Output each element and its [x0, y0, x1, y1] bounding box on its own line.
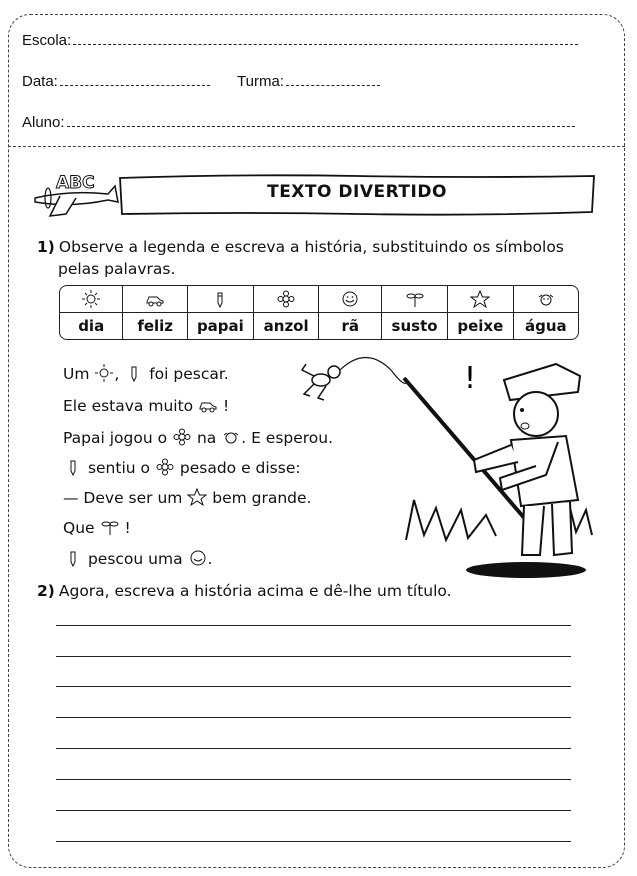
legend-word: rã	[319, 313, 382, 339]
writing-line[interactable]	[56, 686, 571, 687]
legend-sun-icon	[60, 286, 123, 313]
writing-line[interactable]	[56, 841, 571, 842]
airplane-icon	[30, 168, 120, 223]
sun-icon	[94, 364, 114, 382]
school-field	[22, 32, 578, 49]
student-field	[22, 114, 575, 131]
page-title: TEXTO DIVERTIDO	[267, 182, 447, 202]
smiley-icon	[188, 549, 208, 567]
story-line-6: Que !	[63, 519, 131, 537]
legend-word: peixe	[448, 313, 514, 339]
writing-line[interactable]	[56, 779, 571, 780]
legend-table	[59, 285, 579, 340]
pencil-icon	[63, 549, 83, 567]
story-line-3: Papai jogou o na . E esperou.	[63, 429, 334, 447]
legend-face-icon	[514, 286, 578, 313]
class-input[interactable]	[286, 85, 380, 86]
legend-flower-icon	[254, 286, 320, 313]
date-input[interactable]	[60, 85, 210, 86]
story-line-2: Ele estava muito !	[63, 397, 230, 415]
legend-word: água	[525, 317, 567, 335]
question-1-line2: pelas palavras.	[58, 260, 176, 278]
legend-word: susto	[382, 313, 448, 339]
question-1	[37, 236, 564, 258]
story-line-7: pescou uma .	[63, 549, 212, 568]
question-1-text: Observe a legenda e escreva a história, substituindo os símbolos	[58, 238, 564, 256]
fishing-boy-illustration	[296, 350, 596, 580]
question-2-text: Agora, escreva a história acima e dê-lhe um título.	[58, 582, 452, 600]
star-icon	[187, 488, 207, 506]
question-2-number: 2)	[37, 582, 55, 600]
legend-smiley-icon	[319, 286, 382, 313]
pencil-icon	[63, 458, 83, 476]
student-input[interactable]	[67, 126, 575, 127]
legend-word: anzol	[254, 313, 320, 339]
pencil-icon	[124, 364, 144, 382]
question-2	[37, 580, 452, 602]
car-icon	[198, 396, 218, 414]
legend-car-icon	[123, 286, 188, 313]
legend-pencil-icon	[188, 286, 254, 313]
legend-word: dia	[60, 313, 123, 339]
plane-letters: ABC	[56, 173, 95, 193]
date-field	[22, 73, 210, 90]
legend-star-icon	[448, 286, 514, 313]
writing-line[interactable]	[56, 625, 571, 626]
school-label: Escola:	[22, 32, 72, 49]
school-input[interactable]	[73, 44, 578, 45]
story-line-4: sentiu o pesado e disse:	[63, 458, 301, 477]
legend-word: feliz	[123, 313, 188, 339]
face-icon	[221, 428, 241, 446]
question-1-number: 1)	[37, 238, 55, 256]
flower-icon	[172, 428, 192, 446]
dragonfly-icon	[100, 518, 120, 536]
legend-dragonfly-icon	[382, 286, 448, 313]
exclaim-mark: !	[464, 361, 477, 396]
class-label: Turma:	[237, 73, 284, 90]
student-label: Aluno:	[22, 114, 65, 131]
legend-word: papai	[188, 313, 254, 339]
writing-line[interactable]	[56, 717, 571, 718]
writing-line[interactable]	[56, 810, 571, 811]
date-label: Data:	[22, 73, 58, 90]
writing-line[interactable]	[56, 748, 571, 749]
flower-icon	[155, 458, 175, 476]
story-line-1: Um , foi pescar.	[63, 365, 229, 383]
writing-line[interactable]	[56, 656, 571, 657]
story-line-5: — Deve ser um bem grande.	[63, 489, 312, 507]
header-separator	[8, 146, 625, 147]
class-field	[237, 73, 380, 90]
